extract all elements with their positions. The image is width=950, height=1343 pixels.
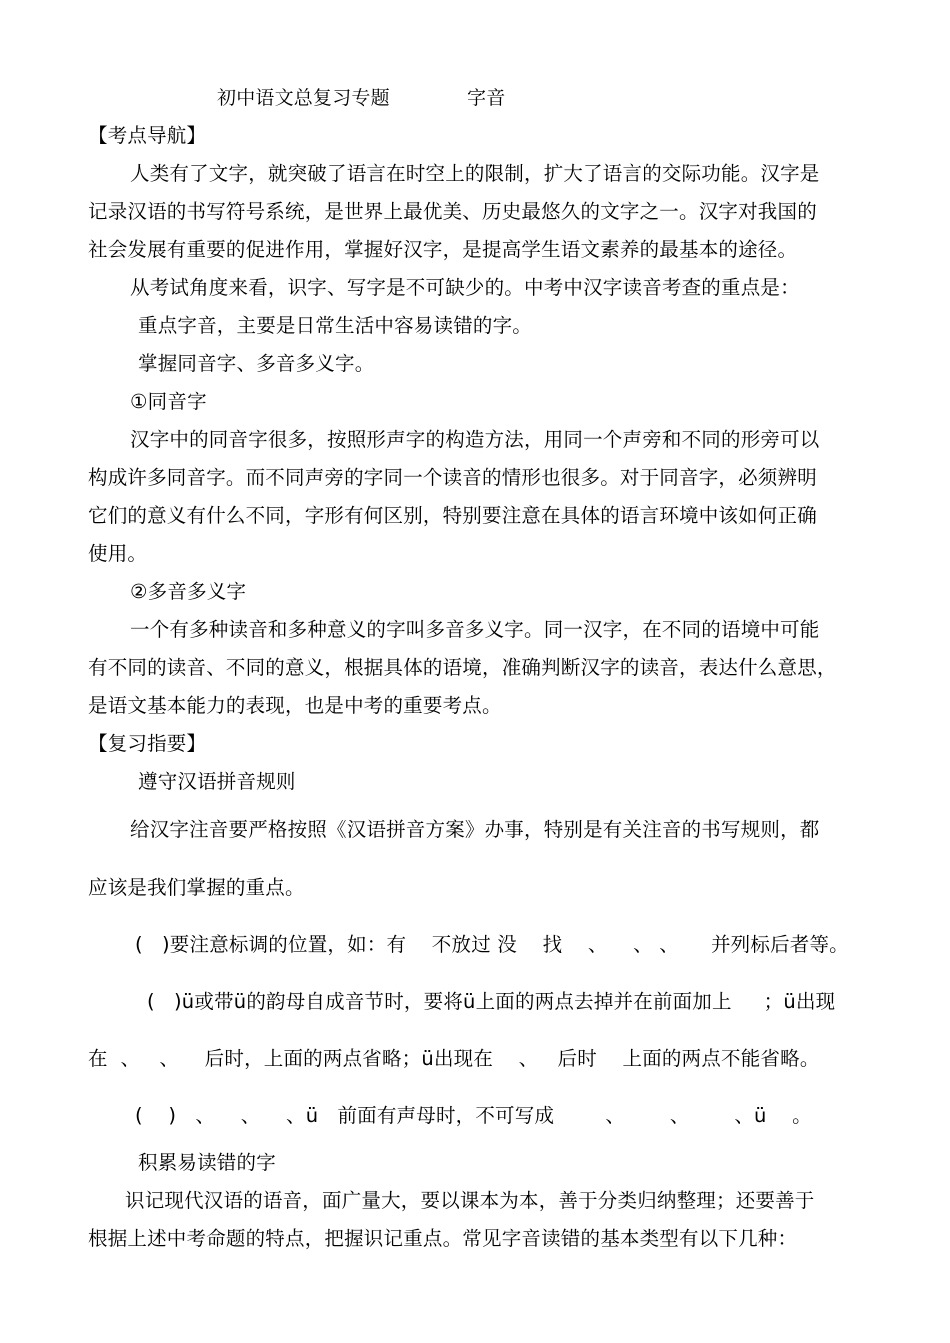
section-heading-kaodian: 【考点导航】 <box>88 124 207 147</box>
paragraph-line: 构成许多同音字。而不同声旁的字同一个读音的情形也很多。对于同音字，必须辨明 <box>88 466 817 489</box>
paragraph-line: 社会发展有重要的促进作用，掌握好汉字，是提高学生语文素养的最基本的途径。 <box>88 238 798 261</box>
paragraph-line: 使用。 <box>88 542 148 565</box>
paragraph-line: 人类有了文字，就突破了语言在时空上的限制，扩大了语言的交际功能。汉字是 <box>130 162 820 185</box>
list-item: 掌握同音字、多音多义字。 <box>138 352 375 375</box>
list-item: ( ) 、 、 、ü 前面有声母时，不可写成 、 、 、ü 。 <box>135 1104 812 1127</box>
doc-subtitle: 字音 <box>467 87 506 109</box>
subheading: ①同音字 <box>130 390 207 413</box>
paragraph-line: 记录汉语的书写符号系统，是世界上最优美、历史最悠久的文字之一。汉字对我国的 <box>88 200 817 223</box>
doc-title: 初中语文总复习专题 <box>217 87 390 109</box>
paragraph-line: 汉字中的同音字很多，按照形声字的构造方法，用同一个声旁和不同的形旁可以 <box>130 428 820 451</box>
paragraph-line: 给汉字注音要严格按照《汉语拼音方案》办事，特别是有关注音的书写规则，都 <box>130 818 820 841</box>
subheading: 遵守汉语拼音规则 <box>138 770 296 793</box>
paragraph-line: 它们的意义有什么不同，字形有何区别，特别要注意在具体的语言环境中该如何正确 <box>88 504 817 527</box>
subheading: ②多音多义字 <box>130 580 247 603</box>
paragraph-line: 应该是我们掌握的重点。 <box>88 876 305 899</box>
list-item: ( )ü或带ü的韵母自成音节时，要将ü上面的两点去掉并在前面加上 ；ü出现 <box>147 990 836 1013</box>
paragraph-line: 在 、 、 后时，上面的两点省略；ü出现在 、 后时 上面的两点不能省略。 <box>88 1047 820 1070</box>
list-item: ( )要注意标调的位置，如：有 不放过 没 找 、 、 、 并列标后者等。 <box>135 933 849 956</box>
paragraph-line: 根据上述中考命题的特点，把握识记重点。常见字音读错的基本类型有以下几种： <box>88 1227 798 1250</box>
subheading: 积累易读错的字 <box>138 1151 276 1174</box>
paragraph-line: 一个有多种读音和多种意义的字叫多音多义字。同一汉字，在不同的语境中可能 <box>130 618 820 641</box>
paragraph-line: 识记现代汉语的语音，面广量大，要以课本为本，善于分类归纳整理；还要善于 <box>125 1189 815 1212</box>
list-item: 重点字音，主要是日常生活中容易读错的字。 <box>138 314 533 337</box>
paragraph-line: 是语文基本能力的表现，也是中考的重要考点。 <box>88 694 502 717</box>
paragraph-line: 从考试角度来看，识字、写字是不可缺少的。中考中汉字读音考查的重点是： <box>130 276 800 299</box>
section-heading-fuxi: 【复习指要】 <box>88 732 207 755</box>
paragraph-line: 有不同的读音、不同的意义，根据具体的语境，准确判断汉字的读音，表达什么意思， <box>88 656 837 679</box>
